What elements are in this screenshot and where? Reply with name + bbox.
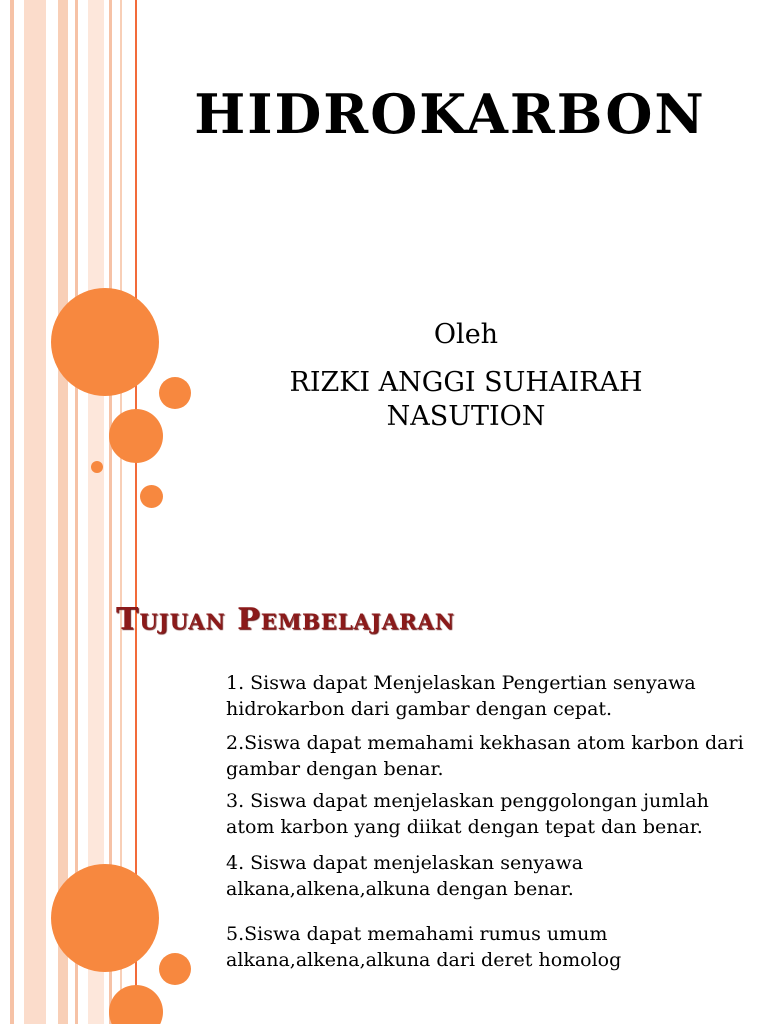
list-item: 2.Siswa dapat memahami kekhasan atom karbon dari gambar dengan benar. xyxy=(226,732,744,780)
decor-circle-large xyxy=(51,864,159,972)
slide-objectives xyxy=(0,574,768,1024)
decor-stripe xyxy=(88,0,104,574)
decor-circle-medium xyxy=(109,985,163,1024)
list-item: 1. Siswa dapat Menjelaskan Pengertian senyawa hidrokarbon dari gambar dengan cepat. xyxy=(226,672,696,720)
author-name-line1: RIZKI ANGGI SUHAIRAH xyxy=(289,367,643,398)
author-block xyxy=(150,318,768,434)
decor-stripe xyxy=(58,0,68,574)
decor-dot xyxy=(91,461,103,473)
list-item: 3. Siswa dapat menjelaskan penggolongan jumlah atom karbon yang diikat dengan tepat dan benar. xyxy=(226,790,709,838)
list-item: 4. Siswa dapat menjelaskan senyawa alkana,alkena,alkuna dengan benar. xyxy=(226,852,584,900)
objectives-list xyxy=(226,670,756,973)
decor-stripe xyxy=(24,574,46,1024)
decor-stripe xyxy=(10,574,14,1024)
decor-circle-large xyxy=(51,288,159,396)
decor-circle-small xyxy=(140,485,163,508)
decor-stripe xyxy=(120,0,122,574)
decor-circle-small xyxy=(159,953,191,985)
decor-line xyxy=(135,0,137,574)
list-item: 5.Siswa dapat memahami rumus umum alkana,alkena,alkuna dari deret homolog xyxy=(226,923,622,971)
byline: Oleh xyxy=(433,319,499,350)
decor-stripe xyxy=(10,0,14,574)
decor-stripe xyxy=(109,0,112,574)
slide-title-text: HIDROKARBON xyxy=(194,82,706,146)
author-name-line2: NASUTION xyxy=(386,401,546,432)
decor-stripe xyxy=(75,0,78,574)
decor-stripe xyxy=(24,0,46,574)
section-heading: Tujuan Pembelajaran xyxy=(116,602,455,637)
